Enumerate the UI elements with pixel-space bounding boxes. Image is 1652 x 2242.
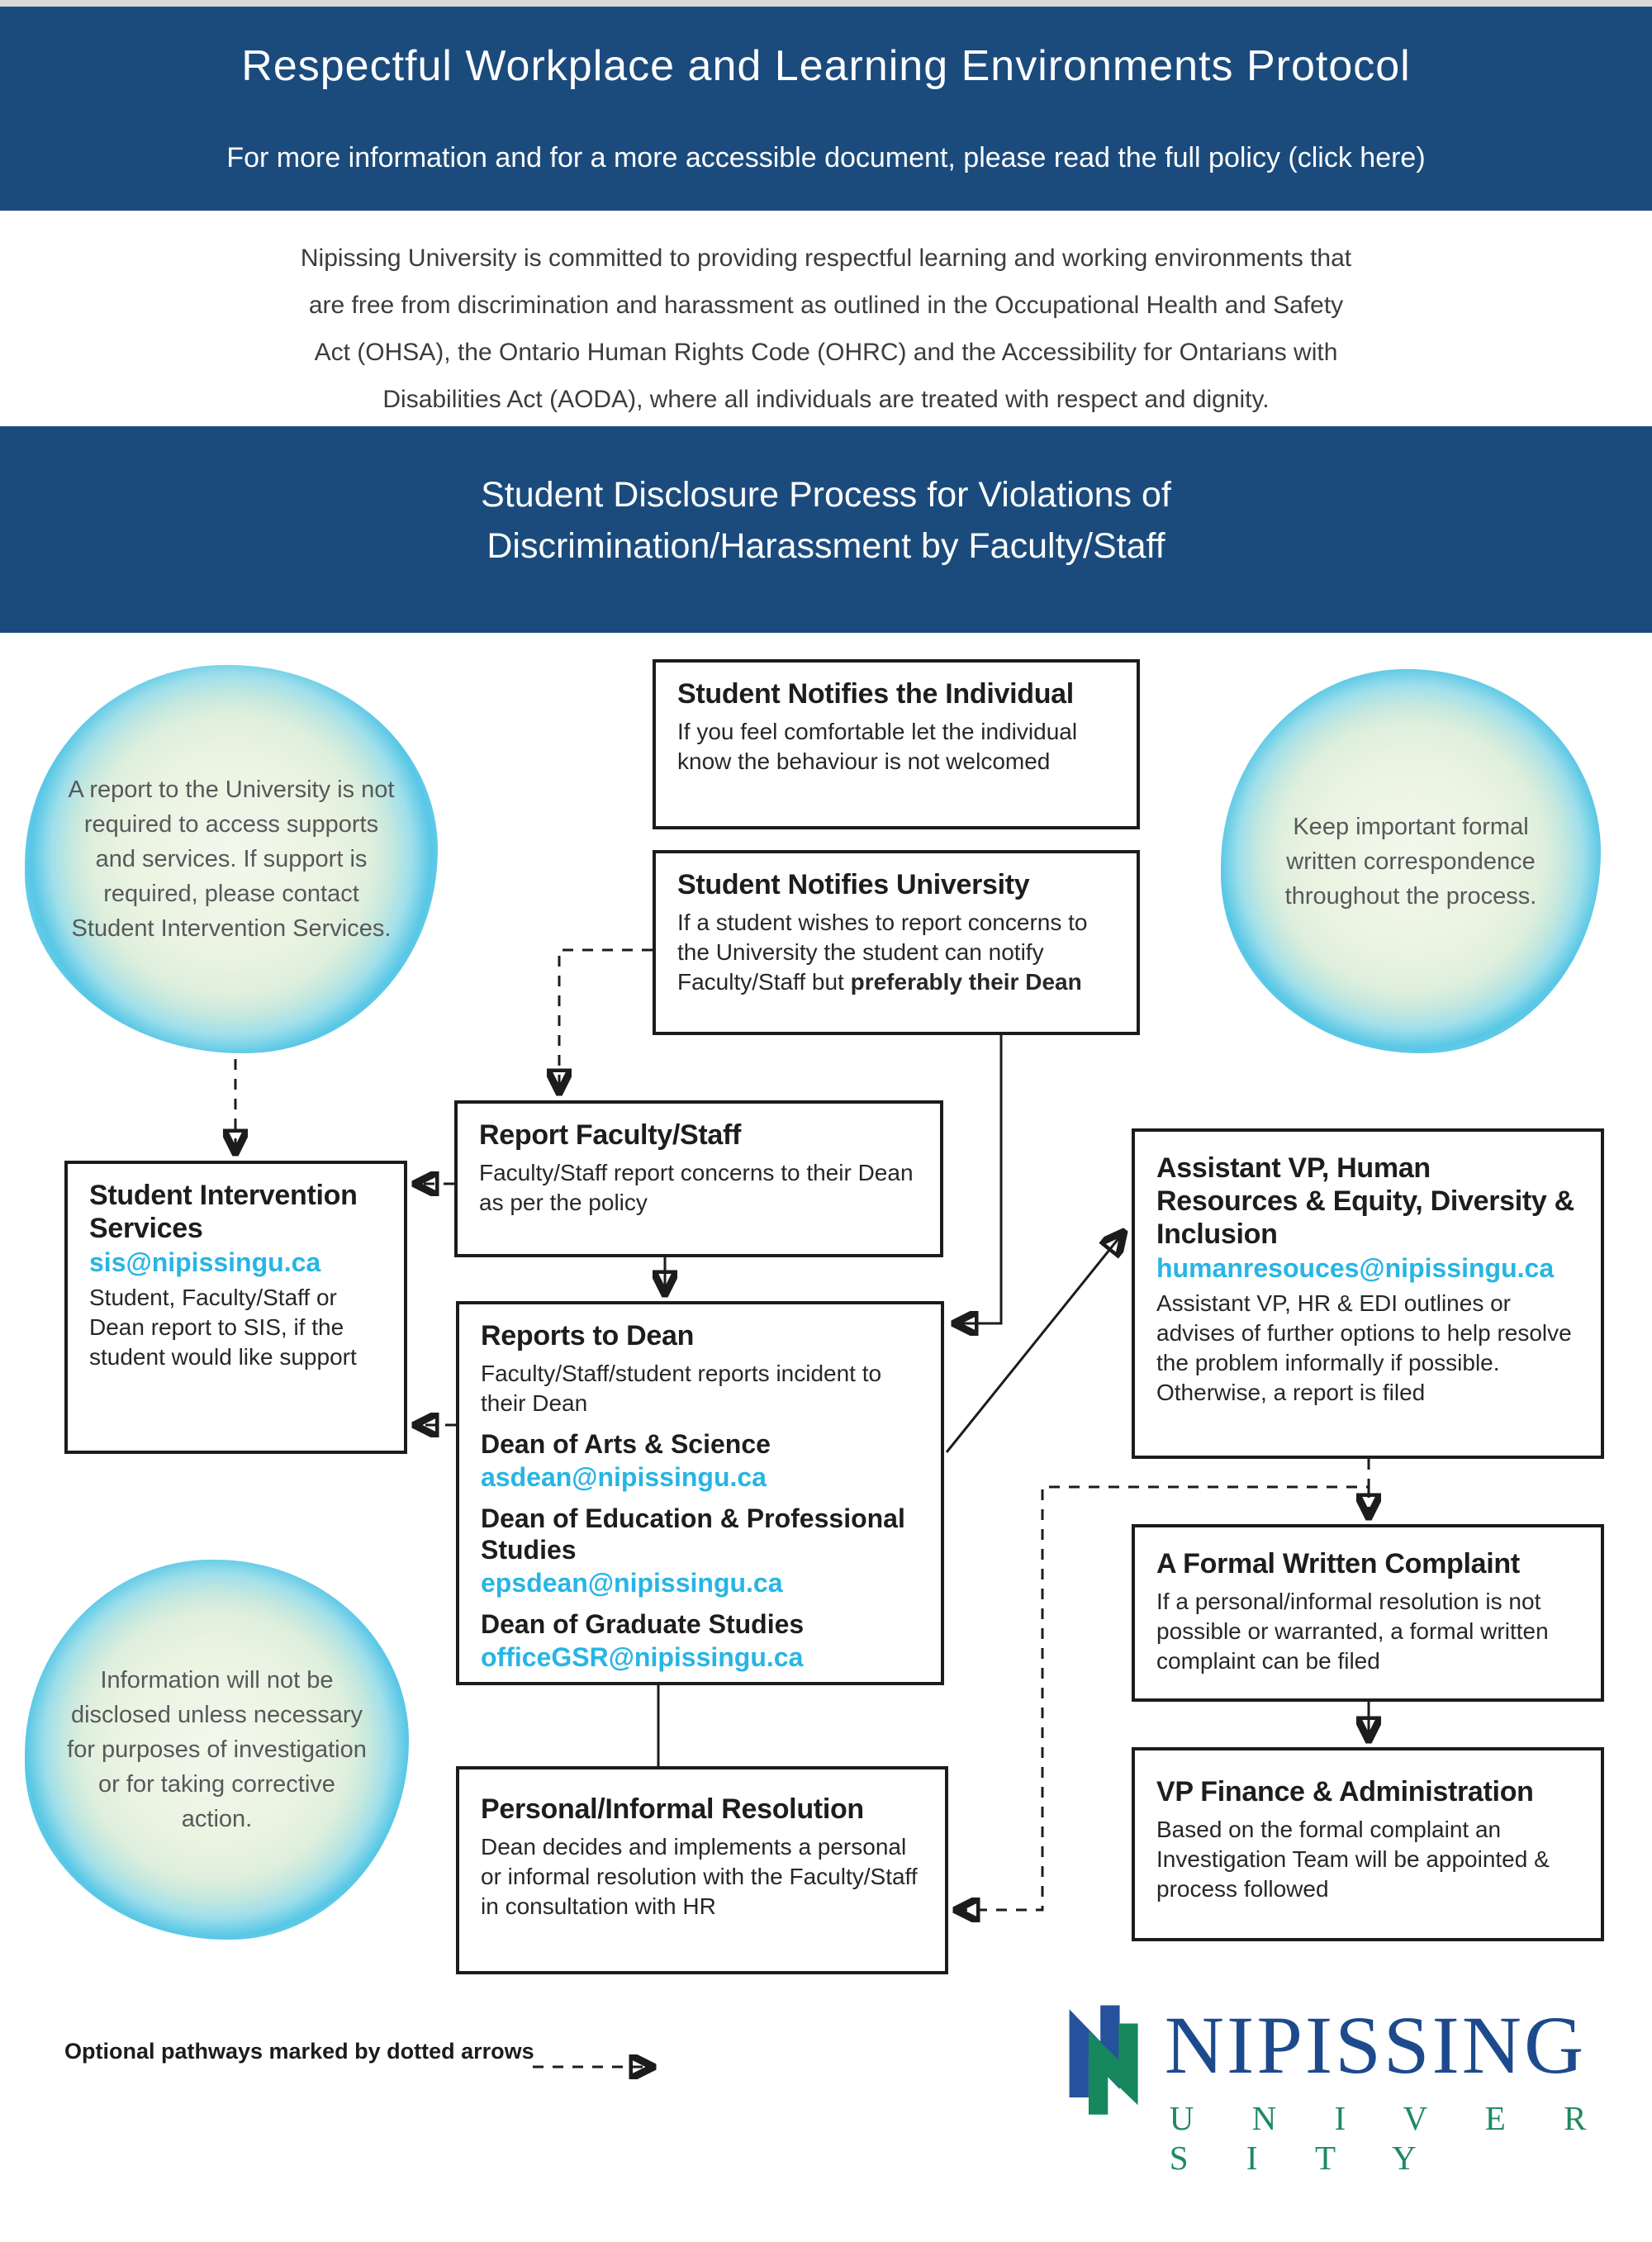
- box-personal-informal-resolution: Personal/Informal Resolution Dean decides and implements a personal or informal resolution with the Faculty/Staff in consultation with HR: [456, 1766, 948, 1974]
- note-circle-support: A report to the University is not required to access supports and services. If support is required, please contact Student Intervention Services.: [25, 665, 438, 1053]
- section-band: [0, 426, 1652, 633]
- arrow-notifyuniv-to-reportsdean: [955, 1035, 1001, 1323]
- sis-email-link[interactable]: sis@nipissingu.ca: [89, 1247, 321, 1277]
- note-circle-correspondence: Keep important formal written correspondence throughout the process.: [1221, 669, 1601, 1053]
- intro-paragraph: [0, 235, 1652, 423]
- note-circle-confidentiality: Information will not be disclosed unless necessary for purposes of investigation or for taking corrective action.: [25, 1560, 409, 1940]
- box-reports-to-dean: Reports to Dean Faculty/Staff/student reports incident to their Dean Dean of Arts & Science asdean@nipissingu.ca Dean of Education & Professional Studies epsdean@nipissingu.ca Dean of Graduate Studies officeGSR@nipissingu.ca: [456, 1301, 944, 1685]
- intro-line: Nipissing University is committed to providing respectful learning and working environments that: [300, 245, 1352, 272]
- box-vp-finance-administration: VP Finance & Administration Based on the formal complaint an Investigation Team will be appointed & process followed: [1132, 1747, 1604, 1941]
- header-subtitle: For more information and for a more accessible document, please read the full policy (click here): [226, 142, 1426, 173]
- box-report-faculty-staff: Report Faculty/Staff Faculty/Staff report concerns to their Dean as per the policy: [454, 1100, 943, 1257]
- logo-wordmark: NIPISSING: [1164, 1999, 1587, 2091]
- header-band: [0, 7, 1652, 211]
- intro-line: Disabilities Act (AODA), where all individuals are treated with respect and dignity.: [382, 386, 1270, 413]
- dean-entry: Dean of Graduate Studies officeGSR@nipissingu.ca: [481, 1608, 919, 1673]
- box-student-notifies-individual: Student Notifies the Individual If you feel comfortable let the individual know the behaviour is not welcomed: [653, 659, 1140, 829]
- dean-entry: Dean of Arts & Science asdean@nipissingu.ca: [481, 1428, 919, 1493]
- page-title: Respectful Workplace and Learning Environments Protocol: [241, 42, 1411, 90]
- arrow-reportsdean-to-avphr: [947, 1233, 1123, 1452]
- legend-optional-pathways: Optional pathways marked by dotted arrows: [64, 2039, 534, 2064]
- asdean-email-link[interactable]: asdean@nipissingu.ca: [481, 1462, 767, 1492]
- dashed-notifyuniv-to-reportfs: [559, 950, 653, 1092]
- box-avp-hr-edi: Assistant VP, Human Resources & Equity, Diversity & Inclusion humanresouces@nipissingu.ca Assistant VP, HR & EDI outlines or advises of further options to help resolve the problem informally if possible. Otherwise, a report is filed: [1132, 1128, 1604, 1459]
- page-top-border: [0, 0, 1652, 7]
- section-title: Student Disclosure Process for Violations of Discrimination/Harassment by Faculty/Staff: [481, 475, 1171, 566]
- box-formal-written-complaint: A Formal Written Complaint If a personal/informal resolution is not possible or warranted, a formal written complaint can be filed: [1132, 1524, 1604, 1702]
- epsdean-email-link[interactable]: epsdean@nipissingu.ca: [481, 1568, 783, 1598]
- logo-sub-wordmark: U N I V E R S I T Y: [1169, 2099, 1612, 2177]
- box-student-notifies-university: Student Notifies University If a student wishes to report concerns to the University the student can notify Faculty/Staff but preferably their Dean: [653, 850, 1140, 1035]
- intro-line: Act (OHSA), the Ontario Human Rights Code (OHRC) and the Accessibility for Ontarians with: [314, 339, 1338, 366]
- gsr-email-link[interactable]: officeGSR@nipissingu.ca: [481, 1642, 804, 1672]
- hr-email-link[interactable]: humanresouces@nipissingu.ca: [1156, 1253, 1555, 1283]
- nipissing-logo-mark: [1067, 1956, 1153, 2150]
- intro-line: are free from discrimination and harassment as outlined in the Occupational Health and Safety: [308, 292, 1344, 319]
- dean-entry: Dean of Education & Professional Studies epsdean@nipissingu.ca: [481, 1503, 919, 1598]
- click-here-link[interactable]: (click here): [1288, 142, 1426, 173]
- nipissing-university-logo: [1067, 1956, 1652, 2178]
- box-student-intervention-services: Student Intervention Services sis@nipissingu.ca Student, Faculty/Staff or Dean report to SIS, if the student would like support: [64, 1161, 407, 1454]
